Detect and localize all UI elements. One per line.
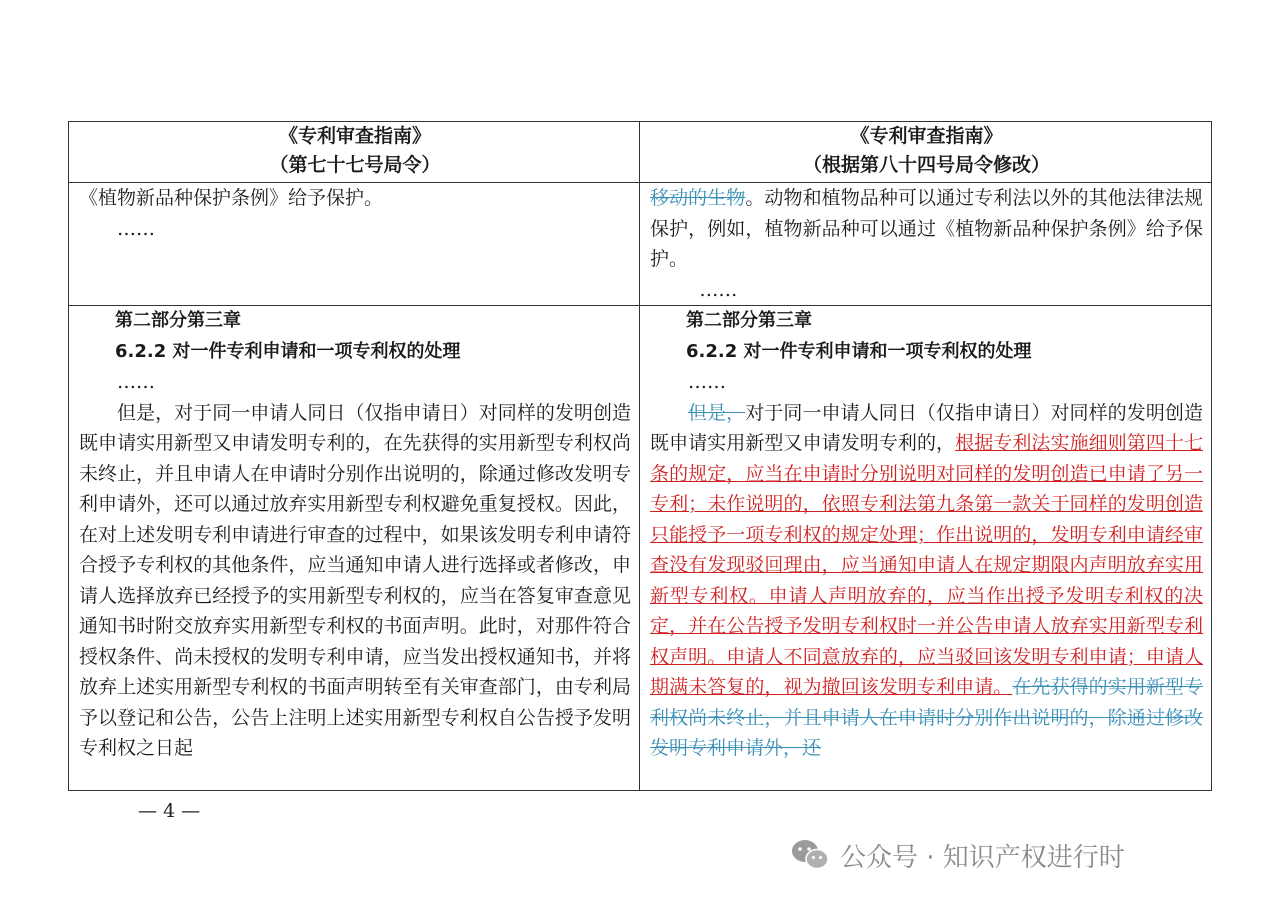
row2-right-plain-text: 对于同一申请人同日（仅指申请日）对同样的发明创造既申请实用新型又申请发明专利的， — [650, 401, 1203, 454]
watermark-text: 公众号 · 知识产权进行时 — [840, 842, 1125, 873]
row1-right-ellipsis: …… — [699, 278, 738, 301]
comparison-table — [68, 121, 1212, 791]
table-row — [69, 306, 1212, 791]
row2-left — [69, 306, 640, 791]
inserted-text: 根据专利法实施细则第四十七条的规定，应当在申请时分别说明对同样的发明创造已申请了另一专利；未作说明的，依照专利法第九条第一款关于同样的发明创造只能授予一项专利权的规定处理；作出说明的，发明专利申请经审查没有发现驳回理由，应当通知申请人在规定期限内声明放弃实用新型专利权。申请人声明放弃的，应当作出授予发明专利权的决定，并在公告授予发明专利权时一并公告申请人放弃实用新型专利权声明。申请人不同意放弃的，应当驳回该发明专利申请；申请人期满未答复的，视为撤回该发明专利申请。 — [650, 432, 1203, 698]
row1-left-ellipsis: …… — [117, 217, 155, 240]
section-heading: 第二部分第三章 — [115, 310, 241, 331]
row1-right-text: 。动物和植物品种可以通过专利法以外的其他法律法规保护，例如，植物新品种可以通过《植物新品种保护条例》给予保护。 — [650, 187, 1203, 270]
subsection-heading: 6.2.2 对一件专利申请和一项专利权的处理 — [686, 340, 1032, 362]
subsection-heading: 6.2.2 对一件专利申请和一项专利权的处理 — [115, 340, 461, 362]
row1-right — [640, 183, 1212, 306]
table-header-row — [69, 122, 1212, 183]
deleted-text: 但是， — [688, 401, 746, 424]
deleted-text: 在先获得的实用新型专利权尚未终止，并且申请人在申请时分别作出说明的，除通过修改发明专利申请外，还 — [650, 676, 1203, 759]
row2-left-ellipsis: …… — [117, 371, 155, 393]
deleted-text: 移动的生物 — [650, 187, 746, 209]
page-number: — 4 — — [138, 800, 201, 822]
row2-right-body — [650, 398, 1203, 764]
row2-left-body: 但是，对于同一申请人同日（仅指申请日）对同样的发明创造既申请实用新型又申请发明专利的，在先获得的实用新型专利权尚未终止，并且申请人在申请时分别作出说明的，除通过修改发明专利申请外，还可以通过放弃实用新型专利权避免重复授权。因此，在对上述发明专利申请进行审查的过程中，如果该发明专利申请符合授予专利权的其他条件，应当通知申请人进行选择或者修改，申请人选择放弃已经授予的实用新型专利权的，应当在答复审查意见通知书时附交放弃实用新型专利权的书面声明。此时，对那件符合授权条件、尚未授权的发明专利申请，应当发出授权通知书，并将放弃上述实用新型专利权的书面声明转至有关审查部门，由专利局予以登记和公告，公告上注明上述实用新型专利权自公告授予发明专利权之日起 — [79, 401, 631, 759]
row1-left-paragraph: 《植物新品种保护条例》给予保护。 — [79, 187, 384, 209]
table-row — [69, 183, 1212, 306]
header-right-title: 《专利审查指南》 — [850, 125, 1003, 147]
row1-left — [69, 183, 640, 306]
row2-right-ellipsis: …… — [688, 371, 726, 393]
row1-right-paragraph — [650, 183, 1203, 275]
header-right — [640, 122, 1212, 183]
header-left-title: 《专利审查指南》 — [278, 125, 431, 147]
header-right-subtitle: （根据第八十四号局令修改） — [802, 154, 1050, 176]
wechat-icon — [790, 838, 830, 872]
row2-right — [640, 306, 1212, 791]
section-heading: 第二部分第三章 — [686, 310, 812, 331]
watermark — [790, 838, 1125, 872]
header-left-subtitle: （第七十七号局令） — [269, 154, 441, 176]
header-left — [69, 122, 640, 183]
